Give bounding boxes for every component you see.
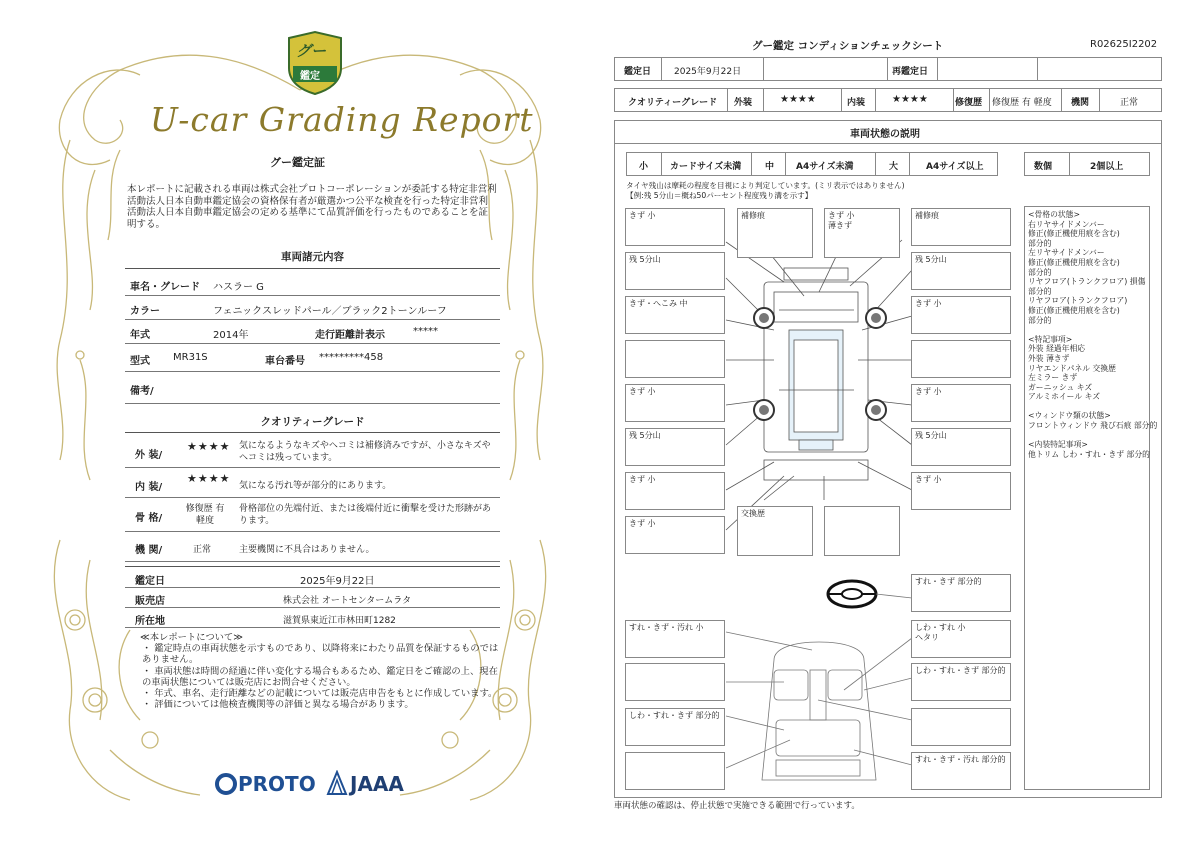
size-count: 数個 (1034, 162, 1053, 172)
report-notes (140, 632, 500, 710)
ext-box-r2: きず 小 (911, 296, 1011, 334)
side-info-line: リヤエンドパネル 交換歴 (1028, 363, 1116, 373)
spec-mileage-label: 走行距離計表示 (315, 330, 385, 341)
certificate-title: グー鑑定証 (270, 156, 325, 169)
dealer-label: 販売店 (135, 596, 165, 607)
side-info-line: 部分的 (1028, 267, 1052, 277)
sheet-footer: 車両状態の確認は、停止状態で実施できる範囲で行っています。 (614, 801, 860, 811)
note-item: ・ 年式、車名、走行距離などの記載については販売店申告をもとに作成しています。 (142, 688, 498, 700)
ext-box-t2: きず 小 薄きず (824, 208, 900, 258)
appraisal-date-value: 2025年9月22日 (300, 576, 375, 587)
ext-box-b1: 交換歴 (737, 506, 813, 556)
grade-title: クオリティーグレード (260, 416, 365, 428)
side-info-line: 外装 薄きず (1028, 353, 1070, 363)
grade-interior-value: ★★★★ (187, 472, 231, 485)
ext-box-t3: 補修痕 (911, 208, 1011, 246)
int-box-l1: すれ・きず・汚れ 小 (625, 620, 725, 658)
side-info-line: ガーニッシュ キズ (1028, 382, 1093, 392)
grade-interior-desc: 気になる汚れ等が部分的にあります。 (239, 481, 392, 491)
side-info-line: リヤフロア(トランクフロア) 損傷 (1028, 277, 1146, 287)
ext-box-l8: きず 小 (625, 516, 725, 554)
grade-frame-label: 骨 格/ (135, 513, 163, 524)
address-label: 所在地 (135, 616, 165, 627)
quality-label: クオリティーグレード (628, 98, 718, 108)
size-large: 大 (889, 162, 899, 172)
side-info-line: <骨格の状態> (1028, 210, 1081, 219)
specs-rule (125, 268, 500, 269)
side-info-line (1028, 325, 1158, 335)
interior-label: 内装 (847, 98, 866, 108)
spec-model-value: MR31S (173, 352, 208, 363)
side-info-line: 他トリム しわ・すれ・きず 部分的 (1028, 449, 1150, 459)
badge-bottom-text: 鑑定 (300, 71, 320, 82)
script-title: U-car Grading Report (150, 100, 534, 139)
repair-value: 修復歴 有 軽度 (992, 98, 1052, 108)
ext-box-b2 (824, 506, 900, 556)
specs-title: 車両諸元内容 (281, 251, 344, 263)
spec-color-value: フェニックスレッドパール／ブラック2トーンルーフ (213, 306, 447, 317)
grade-interior-label: 内 装/ (135, 482, 163, 493)
dealer-value: 株式会社 オートセンタームラタ (283, 596, 412, 606)
proto-logo-icon (214, 772, 238, 796)
exterior-label: 外装 (734, 98, 753, 108)
tire-note-1: タイヤ残山は摩耗の程度を目視により判定しています。(ミリ表示ではありません) (626, 181, 905, 190)
side-info-line: 外装 経過年相応 (1028, 344, 1086, 354)
ext-box-r3 (911, 340, 1011, 378)
spec-row-model (125, 344, 500, 372)
ext-box-l1: きず 小 (625, 208, 725, 246)
steering-wheel-icon (828, 581, 876, 607)
ext-box-l7: きず 小 (625, 472, 725, 510)
state-title: 車両状態の説明 (850, 129, 920, 140)
spec-chassis-value: *********458 (319, 352, 384, 363)
side-info-line: アルミホイール キズ (1028, 392, 1101, 402)
note-item: ・ 評価については他検査機関等の評価と異なる場合があります。 (142, 699, 414, 711)
proto-logo: PROTO (238, 772, 316, 796)
grade-row-exterior (125, 436, 500, 468)
ext-box-l6: 残 5分山 (625, 428, 725, 466)
side-info-line: 部分的 (1028, 315, 1052, 325)
certificate-intro: 本レポートに記載される車両は株式会社プロトコーポレーションが委託する特定非営利活動法人日本自動車鑑定協会の資格保有者が厳選かつ公平な検査を行った特定非営利活動法人日本自動車鑑定協会の定める基準にて品質評価を行ったものであることを証明する。 (127, 184, 497, 230)
tire-note-2: 【例:残 5分山＝概ね50パーセント程度残り溝を示す】 (626, 191, 813, 200)
note-item: ・ 鑑定時点の車両状態を示すものであり、以降将来にわたり品質を保証するものではありません。 (142, 643, 499, 666)
side-info-line: フロントウィンドウ 飛び石痕 部分的 (1028, 421, 1158, 431)
ext-box-r1: 残 5分山 (911, 252, 1011, 290)
dealer-row (125, 588, 500, 608)
side-info-list (1028, 210, 1158, 459)
spec-chassis-label: 車台番号 (265, 356, 305, 367)
side-info-line: 左ミラー きず (1028, 373, 1078, 383)
date-value: 2025年9月22日 (674, 67, 742, 77)
int-box-r2: しわ・すれ・きず 部分的 (911, 663, 1011, 701)
int-box-l3: しわ・すれ・きず 部分的 (625, 708, 725, 746)
side-info-line: 右リヤサイドメンバー (1028, 219, 1105, 229)
size-mid: 中 (765, 162, 775, 172)
grade-engine-value: 正常 (193, 545, 212, 555)
spec-row-remarks (125, 372, 500, 404)
side-info-line: リヤフロア(トランクフロア) (1028, 296, 1128, 306)
grade-exterior-value: ★★★★ (187, 440, 231, 453)
side-info-line: <特記事項> (1028, 334, 1073, 344)
size-count-desc: 2個以上 (1090, 162, 1124, 172)
note-item: ・ 車両状態は時間の経過に伴い変化する場合もあるため、鑑定日をご確認の上、現在の車両状態については販売店にお問合せください。 (142, 665, 498, 688)
size-small-desc: カードサイズ未満 (670, 162, 742, 172)
int-box-wheel: すれ・きず 部分的 (911, 574, 1011, 612)
side-info-line (1028, 431, 1158, 441)
ext-box-t1: 補修痕 (737, 208, 813, 258)
spec-year-label: 年式 (130, 330, 150, 341)
side-info-line: 修正(修正機使用痕を含む) (1028, 229, 1120, 239)
address-row (125, 608, 500, 628)
spec-row-color (125, 296, 500, 320)
spec-model-label: 型式 (130, 356, 150, 367)
grade-engine-label: 機 関/ (135, 545, 163, 556)
int-box-r4: すれ・きず・汚れ 部分的 (911, 752, 1011, 790)
ext-box-r6: きず 小 (911, 472, 1011, 510)
ext-box-l5: きず 小 (625, 384, 725, 422)
spec-year-value: 2014年 (213, 330, 249, 341)
side-info-line: <内装特記事項> (1028, 440, 1088, 450)
grade-exterior-label: 外 装/ (135, 450, 163, 461)
grade-row-interior (125, 468, 500, 498)
badge-top-text: グー (296, 42, 327, 60)
int-box-r3 (911, 708, 1011, 746)
side-info-line: 部分的 (1028, 238, 1052, 248)
spec-name-value: ハスラー G (213, 282, 264, 293)
spec-row-name (125, 272, 500, 296)
sheet-title: グー鑑定 コンディションチェックシート (752, 40, 944, 52)
side-info-line: <ウィンドウ類の状態> (1028, 411, 1111, 421)
repair-label: 修復歴 (955, 98, 983, 108)
side-info-line: 修正(修正機使用痕を含む) (1028, 305, 1120, 315)
spec-row-year (125, 320, 500, 344)
date-label: 鑑定日 (624, 67, 652, 77)
grade-row-frame (125, 498, 500, 532)
ext-box-r4: きず 小 (911, 384, 1011, 422)
int-box-r1: しわ・すれ 小 ヘタリ (911, 620, 1011, 658)
sheet-id: R02625I2202 (1090, 39, 1158, 50)
grade-engine-desc: 主要機関に不具合はありません。 (239, 545, 375, 555)
int-box-l2 (625, 663, 725, 701)
grade-row-engine (125, 532, 500, 562)
grade-rule (125, 432, 500, 433)
side-info-line: 部分的 (1028, 286, 1052, 296)
ext-box-l2: 残 5分山 (625, 252, 725, 290)
exterior-value: ★★★★ (780, 94, 816, 105)
notes-title: ≪本レポートについて≫ (140, 632, 243, 643)
size-small: 小 (639, 162, 649, 172)
grade-frame-desc: 骨格部位の先端付近、または後端付近に衝撃を受けた形跡があります。 (239, 504, 492, 526)
spec-name-label: 車名・グレード (130, 282, 200, 293)
redate-label: 再鑑定日 (892, 67, 929, 77)
engine-value: 正常 (1120, 98, 1139, 108)
side-info-line: 修正(修正機使用痕を含む) (1028, 257, 1120, 267)
size-large-desc: A4サイズ以上 (926, 162, 984, 172)
spec-color-label: カラー (130, 306, 160, 317)
jaaa-logo: JAAA (350, 772, 404, 796)
grade-exterior-desc: 気になるようなキズやヘコミは補修済みですが、小さなキズやヘコミは残っています。 (239, 441, 491, 463)
ext-box-l3: きず・へこみ 中 (625, 296, 725, 334)
size-mid-desc: A4サイズ未満 (796, 162, 854, 172)
appraisal-row (125, 566, 500, 588)
grade-frame-value: 修復歴 有 軽度 (185, 504, 225, 526)
appraisal-date-label: 鑑定日 (135, 576, 165, 587)
address-value: 滋賀県東近江市林田町1282 (283, 616, 396, 626)
jaaa-logo-icon (326, 770, 348, 796)
ext-box-r5: 残 5分山 (911, 428, 1011, 466)
engine-label: 機関 (1071, 98, 1090, 108)
spec-remarks-label: 備考/ (130, 386, 154, 397)
interior-value: ★★★★ (892, 94, 928, 105)
int-box-l4 (625, 752, 725, 790)
side-info-line: 左リヤサイドメンバー (1028, 248, 1105, 258)
ext-box-l4 (625, 340, 725, 378)
spec-mileage-value: ***** (413, 326, 438, 337)
